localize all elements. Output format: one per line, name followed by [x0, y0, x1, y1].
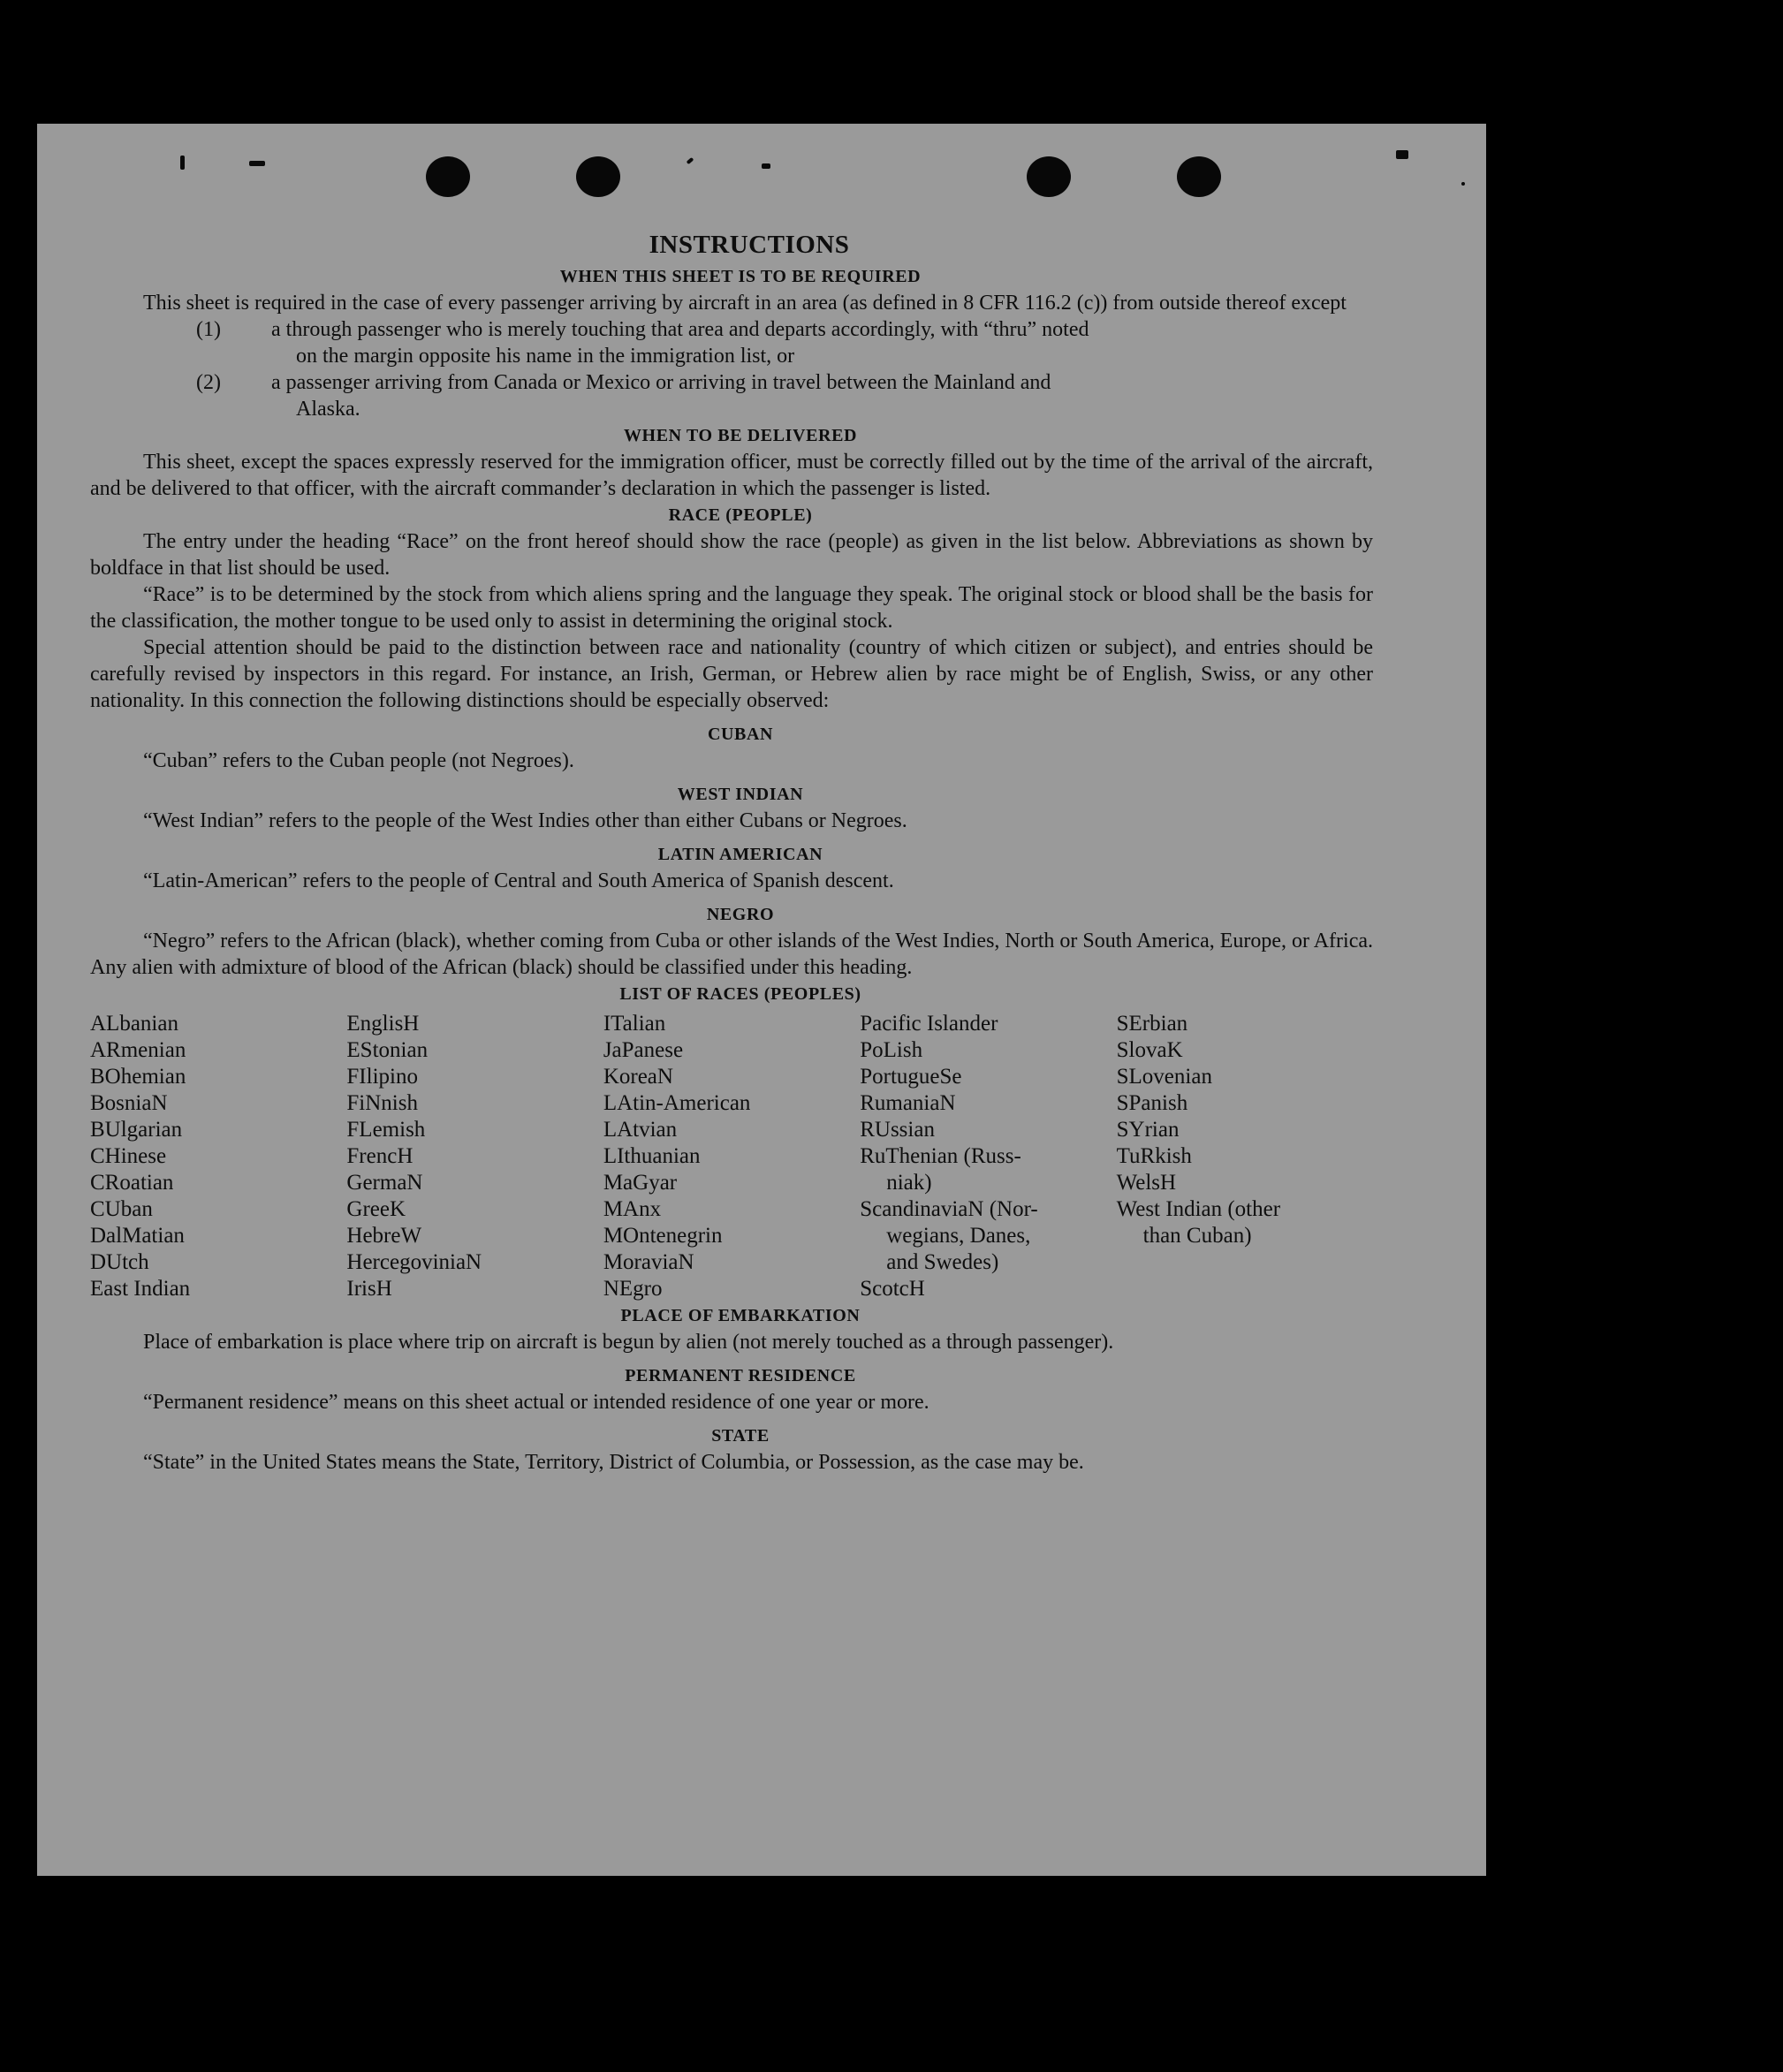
race-entry: EnglisH: [346, 1012, 420, 1036]
page-title: INSTRUCTIONS: [649, 231, 850, 259]
race-entry: LIthuanian: [603, 1144, 701, 1168]
race-entry: West Indian (other: [1116, 1197, 1281, 1221]
race-entry: PortugueSe: [860, 1065, 962, 1089]
race-entry: SYrian: [1116, 1118, 1180, 1142]
race-entry: EStonian: [346, 1038, 429, 1062]
race-entry: MaGyar: [603, 1171, 678, 1195]
section-heading-list-of-races: LIST OF RACES (PEOPLES): [619, 984, 861, 1004]
exception-text: a passenger arriving from Canada or Mexico or arriving in travel between the Mainland and: [271, 371, 1051, 394]
exception-item-2: [90, 369, 1373, 422]
race-entry: BosniaN: [90, 1091, 168, 1115]
race-entry: DalMatian: [90, 1224, 185, 1248]
race-entry: FIlipino: [346, 1065, 418, 1089]
section-heading-state: STATE: [711, 1426, 770, 1446]
race-paragraph-1: The entry under the heading “Race” on the front hereof should show the race (people) as given in the list below. Abbreviations as shown by boldface in that list should be used.: [90, 530, 1373, 580]
race-entry: DUtch: [90, 1250, 149, 1274]
race-entry: LAtin-American: [603, 1091, 751, 1115]
speck-mark: [1396, 150, 1408, 159]
race-paragraph-2: “Race” is to be determined by the stock from which aliens spring and the language they speak. The original stock or blood shall be the basis for the classification, the mother tongue to be used only to assist in determining the original stock.: [90, 583, 1373, 633]
required-text: This sheet is required in the case of every passenger arriving by aircraft in an area (as defined in 8 CFR 116.2 (c)) from outside thereof except: [143, 292, 1347, 315]
instructions-content: [90, 230, 1373, 1476]
race-entry: SPanish: [1116, 1091, 1188, 1115]
section-heading-cuban: CUBAN: [707, 725, 774, 744]
race-entry-cont: than Cuban): [1142, 1224, 1252, 1248]
section-heading-negro: NEGRO: [706, 905, 775, 924]
race-entry: BUlgarian: [90, 1118, 183, 1142]
race-entry: HebreW: [346, 1224, 422, 1248]
race-entry: NEgro: [603, 1277, 663, 1301]
race-entry: TuRkish: [1116, 1144, 1192, 1168]
race-entry-cont: wegians, Danes,: [886, 1224, 1031, 1248]
race-entry: RumaniaN: [860, 1091, 956, 1115]
race-entry: JaPanese: [603, 1038, 684, 1062]
race-entry-cont: and Swedes): [886, 1250, 999, 1274]
race-entry: CHinese: [90, 1144, 167, 1168]
negro-text: “Negro” refers to the African (black), whether coming from Cuba or other islands of the West Indies, North or South America, Europe, or Africa. Any alien with admixture of blood of the African (black) should be classified under this heading.: [90, 930, 1373, 979]
west-indian-text: “West Indian” refers to the people of the West Indies other than either Cubans or Negroes.: [143, 809, 907, 832]
race-entry: KoreaN: [603, 1065, 673, 1089]
section-heading-delivered: WHEN TO BE DELIVERED: [623, 426, 858, 445]
race-list-column: [90, 1011, 346, 1302]
race-entry: BOhemian: [90, 1065, 186, 1089]
exception-text-cont: Alaska.: [296, 398, 360, 421]
race-entry: CRoatian: [90, 1171, 174, 1195]
latin-american-text: “Latin-American” refers to the people of Central and South America of Spanish descent.: [143, 869, 894, 892]
section-heading-embarkation: PLACE OF EMBARKATION: [620, 1306, 861, 1325]
race-entry: SLovenian: [1116, 1065, 1212, 1089]
punch-hole: [426, 156, 470, 197]
race-entry: ScandinaviaN (Nor-: [860, 1197, 1038, 1221]
speck-mark: [180, 156, 185, 170]
section-heading-residence: PERMANENT RESIDENCE: [625, 1366, 856, 1385]
exception-item-1: [90, 316, 1373, 369]
race-list-column: [346, 1011, 603, 1302]
race-entry: RuThenian (Russ-: [860, 1144, 1021, 1168]
state-text: “State” in the United States means the State, Territory, District of Columbia, or Possession, as the case may be.: [143, 1451, 1084, 1474]
race-entry: GreeK: [346, 1197, 406, 1221]
race-entry: Pacific Islander: [860, 1012, 998, 1036]
exception-text-cont: on the margin opposite his name in the immigration list, or: [296, 345, 795, 368]
cuban-text: “Cuban” refers to the Cuban people (not Negroes).: [143, 749, 574, 772]
race-entry: FrencH: [346, 1144, 414, 1168]
race-entry: ALbanian: [90, 1012, 178, 1036]
delivered-text: This sheet, except the spaces expressly reserved for the immigration officer, must be correctly filled out by the time of the arrival of the aircraft, and be delivered to that officer, with the aircraft commander’s declaration in which the passenger is listed.: [90, 451, 1373, 500]
race-entry: MOntenegrin: [603, 1224, 723, 1248]
race-entry: FiNnish: [346, 1091, 418, 1115]
race-entry: SErbian: [1116, 1012, 1188, 1036]
race-entry: ARmenian: [90, 1038, 186, 1062]
race-entry: MoraviaN: [603, 1250, 694, 1274]
race-list-column: [860, 1011, 1116, 1302]
race-list: [90, 1011, 1373, 1302]
speck-mark: [1461, 182, 1465, 186]
race-entry-cont: niak): [886, 1171, 932, 1195]
section-heading-west-indian: WEST INDIAN: [677, 785, 804, 804]
punch-hole: [1177, 156, 1221, 197]
punch-hole: [1027, 156, 1071, 197]
speck-mark: [249, 161, 265, 166]
race-entry: PoLish: [860, 1038, 923, 1062]
exception-text: a through passenger who is merely touching that area and departs accordingly, with “thru” noted: [271, 318, 1089, 341]
race-list-column: [1117, 1011, 1373, 1302]
section-heading-race: RACE (PEOPLE): [668, 505, 813, 525]
race-entry: CUban: [90, 1197, 153, 1221]
speck-mark: [762, 163, 770, 169]
residence-text: “Permanent residence” means on this sheet actual or intended residence of one year or more.: [143, 1391, 929, 1414]
race-list-column: [603, 1011, 860, 1302]
race-paragraph-3: Special attention should be paid to the distinction between race and nationality (country of which citizen or subject), and entries should be carefully revised by inspectors in this regard. For instance, an Irish, German, or Hebrew alien by race might be of English, Swiss, or any other nationality. In this connection the following distinctions should be especially observed:: [90, 636, 1373, 712]
race-entry: FLemish: [346, 1118, 426, 1142]
race-entry: ScotcH: [860, 1277, 925, 1301]
embarkation-text: Place of embarkation is place where trip on aircraft is begun by alien (not merely touched as a through passenger).: [143, 1331, 1114, 1354]
race-entry: SlovaK: [1116, 1038, 1183, 1062]
race-entry: ITalian: [603, 1012, 666, 1036]
exception-number: (2): [196, 371, 221, 394]
race-entry: East Indian: [90, 1277, 191, 1301]
exception-number: (1): [196, 318, 221, 341]
section-heading-required: WHEN THIS SHEET IS TO BE REQUIRED: [559, 267, 922, 286]
punch-hole: [576, 156, 620, 197]
race-entry: HercegoviniaN: [346, 1250, 482, 1274]
section-heading-latin-american: LATIN AMERICAN: [657, 845, 823, 864]
race-entry: IrisH: [346, 1277, 392, 1301]
document-sheet: [37, 124, 1486, 1876]
race-entry: WelsH: [1116, 1171, 1177, 1195]
speck-mark: [687, 157, 694, 164]
race-entry: RUssian: [860, 1118, 935, 1142]
race-entry: GermaN: [346, 1171, 423, 1195]
race-entry: MAnx: [603, 1197, 662, 1221]
race-entry: LAtvian: [603, 1118, 678, 1142]
